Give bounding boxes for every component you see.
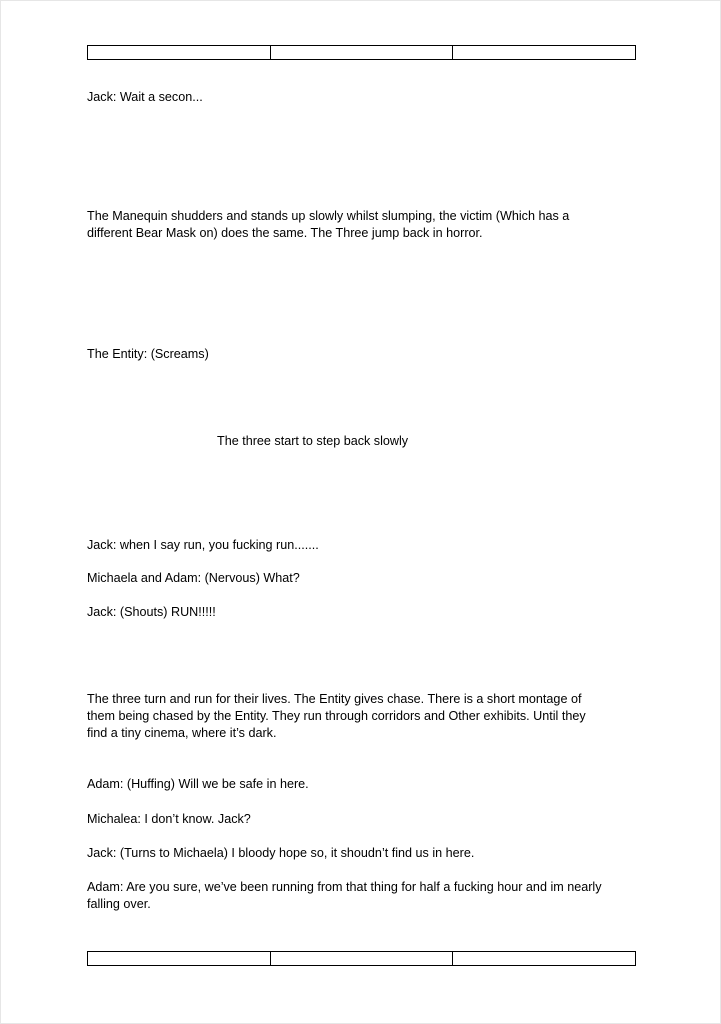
header-table-cell — [88, 46, 271, 60]
dialogue-michaela-adam: Michaela and Adam: (Nervous) What? — [87, 571, 300, 585]
footer-table-row — [88, 952, 636, 966]
dialogue-adam-sure: Adam: Are you sure, we’ve been running from that thing for half a fucking hour and im nearly falling over. — [87, 880, 602, 911]
footer-table — [87, 951, 636, 966]
stage-direction-manequin: The Manequin shudders and stands up slowly whilst slumping, the victim (Which has a different Bear Mask on) does the same. The Three jump back in horror. — [87, 209, 570, 240]
header-table-cell — [453, 46, 636, 60]
footer-table-cell — [88, 952, 271, 966]
dialogue-jack-hope: Jack: (Turns to Michaela) I bloody hope so, it shoudn’t find us in here. — [87, 846, 475, 860]
dialogue-jack-wait: Jack: Wait a secon... — [87, 90, 203, 104]
header-table-cell — [270, 46, 453, 60]
footer-table-cell — [270, 952, 453, 966]
header-table-row — [88, 46, 636, 60]
stage-direction-chase: The three turn and run for their lives. The Entity gives chase. There is a short montage of them being chased by the Entity. They run through corridors and Other exhibits. Until they find a tiny cinema, where it’s dark. — [87, 692, 586, 740]
dialogue-jack-say-run: Jack: when I say run, you fucking run....... — [87, 538, 319, 552]
dialogue-michalea: Michalea: I don’t know. Jack? — [87, 812, 251, 826]
footer-table-cell — [453, 952, 636, 966]
header-table — [87, 45, 636, 60]
stage-direction-step-back: The three start to step back slowly — [217, 434, 409, 448]
dialogue-entity-screams: The Entity: (Screams) — [87, 347, 209, 361]
dialogue-jack-run: Jack: (Shouts) RUN!!!!! — [87, 605, 216, 619]
dialogue-adam-safe: Adam: (Huffing) Will we be safe in here. — [87, 777, 309, 791]
